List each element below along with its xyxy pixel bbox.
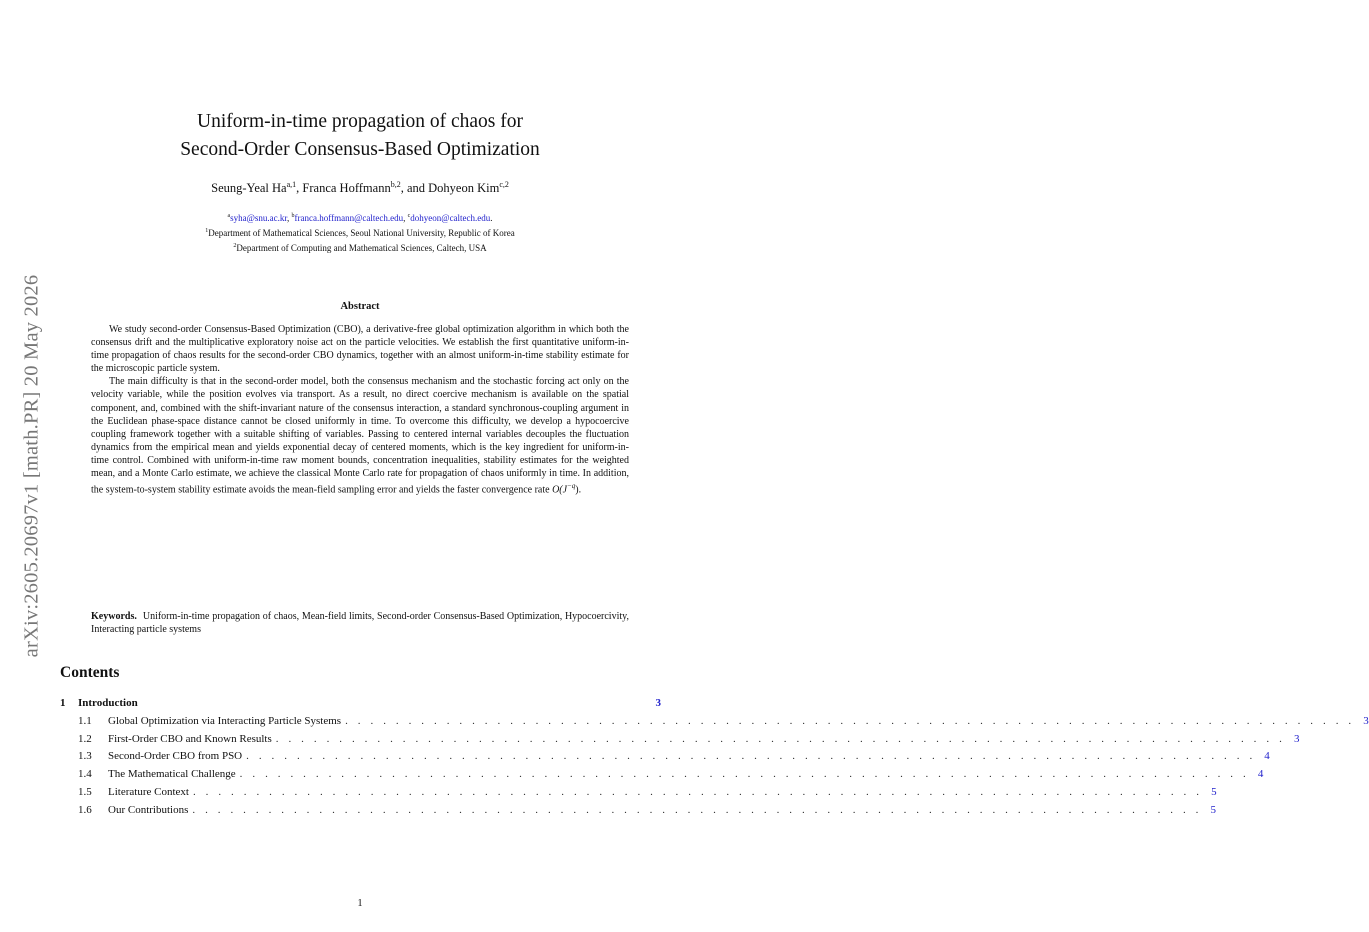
author-separator: , — [296, 181, 303, 196]
abstract-body — [91, 323, 629, 497]
rate-close: ). — [575, 484, 582, 496]
toc-label[interactable]: Introduction — [78, 697, 138, 709]
affiliation-2 — [0, 240, 720, 255]
affiliation-marker: 2 — [233, 243, 237, 249]
toc-number: 1.3 — [78, 750, 92, 763]
toc-leader-dots: . . . . . . . . . . . . . . . . . . . . . . . . . . . . . . . . . . . . . . . . . . . . . . . . . . . . . . . . . . . . . . . . . . . . . . . . . . . . . . . . — [345, 714, 1355, 727]
author-marker: c,2 — [499, 180, 509, 189]
abstract-paragraph-2-text: The main difficulty is that in the second-order model, both the consensus mechanism and the stochastic forcing act only on the velocity variable, while the position evolves via transport. As a result, no direct coercive mechanism is available on the spatial component, and, combined with the shift-invariant nature of the consensus interaction, a standard synchronous-coupling argument in the Euclidean phase-space distance cannot be closed uniformly in time. To overcome this difficulty, we develop a hypocoercive coupling framework together with a suitable shifting of variables. Passing to centered internal variables decouples the fluctuation dynamics from the empirical mean and yields exponential decay of centered moments, which is the key ingredient for uniform-in-time control. Combined with uniform-in-time raw moment bounds, concentration inequalities, stability estimates for the weighted mean, and a Monte Carlo estimate, we achieve the classical Monte Carlo rate for propagation of chaos uniformly in time. In addition, the system-to-system stability estimate avoids the mean-field sampling error and yields the faster convergence rate — [91, 376, 629, 496]
arxiv-sidebar — [18, 246, 46, 686]
abstract-heading: Abstract — [340, 301, 380, 312]
toc-page-link[interactable]: 3 — [1293, 732, 1300, 745]
email-link-kim[interactable]: dohyeon@caltech.edu — [410, 213, 491, 223]
toc-page-link[interactable]: 3 — [1363, 714, 1369, 727]
toc-number: 1 — [60, 697, 66, 709]
keywords-text: Uniform-in-time propagation of chaos, Mean-field limits, Second-order Consensus-Based Optimization, Hypocoercivity, Interacting particle systems — [91, 611, 629, 636]
toc-label[interactable]: The Mathematical Challenge — [108, 768, 236, 781]
toc-page-link[interactable]: 5 — [1211, 785, 1217, 798]
toc-subsection-row[interactable] — [60, 732, 1300, 751]
toc-subsection-row[interactable] — [60, 768, 1264, 786]
toc-subsection-row[interactable] — [60, 714, 1369, 733]
toc-leader-dots: . . . . . . . . . . . . . . . . . . . . . . . . . . . . . . . . . . . . . . . . . . . . . . . . . . . . . . . . . . . . . . . . . . . . . . . . . . . . . . . . — [239, 768, 1250, 781]
toc-subsection-row[interactable] — [60, 803, 1217, 822]
abstract-paragraph-2 — [91, 375, 629, 496]
toc-page-link[interactable]: 4 — [1257, 768, 1264, 781]
affiliation-text: Department of Mathematical Sciences, Seoul National University, Republic of Korea — [208, 228, 515, 238]
toc-label[interactable]: First-Order CBO and Known Results — [108, 732, 272, 745]
arxiv-identifier[interactable]: arXiv:2605.20697v1 [math.PR] 20 May 2026 — [20, 274, 43, 658]
contents-heading: Contents — [60, 664, 120, 681]
toc-label[interactable]: Global Optimization via Interacting Particle Systems — [108, 714, 342, 727]
toc-leader-dots: . . . . . . . . . . . . . . . . . . . . . . . . . . . . . . . . . . . . . . . . . . . . . . . . . . . . . . . . . . . . . . . . . . . . . . . . . . . . . . . . — [192, 803, 1203, 816]
toc-section-row[interactable] — [60, 697, 661, 715]
abstract-paragraph-1: We study second-order Consensus-Based Optimization (CBO), a derivative-free global optimization algorithm in which both the consensus drift and the multiplicative exploratory noise act on the particle velocities. We establish the first quantitative uniform-in-time propagation of chaos results for the second-order CBO dynamics, together with an almost uniform-in-time stability estimate for the microscopic particle system. — [91, 324, 629, 375]
email-link-ha[interactable]: syha@snu.ac.kr — [230, 213, 288, 223]
author-marker: b,2 — [390, 180, 401, 189]
rate-expression: O(J — [552, 484, 568, 496]
author-separator: , and — [400, 181, 429, 196]
toc-label[interactable]: Our Contributions — [108, 803, 189, 816]
author-list — [0, 180, 720, 196]
toc-subsection-row[interactable] — [60, 750, 1270, 768]
affiliation-1 — [0, 225, 720, 240]
toc-page-link[interactable]: 5 — [1210, 803, 1217, 816]
keywords-label: Keywords. — [91, 611, 137, 622]
email-marker: c — [407, 213, 411, 219]
toc-number: 1.4 — [78, 768, 92, 781]
toc-number: 1.6 — [78, 803, 92, 816]
table-of-contents — [60, 697, 1369, 822]
toc-leader-dots: . . . . . . . . . . . . . . . . . . . . . . . . . . . . . . . . . . . . . . . . . . . . . . . . . . . . . . . . . . . . . . . . . . . . . . . . . . . . . . . . — [275, 732, 1286, 745]
affiliation-marker: 1 — [205, 228, 209, 234]
toc-leader-dots: . . . . . . . . . . . . . . . . . . . . . . . . . . . . . . . . . . . . . . . . . . . . . . . . . . . . . . . . . . . . . . . . . . . . . . . . . . . . . . . . — [192, 785, 1203, 798]
title-line-2: Second-Order Consensus-Based Optimization — [180, 139, 540, 160]
affiliations — [0, 210, 720, 255]
author-name: Franca Hoffmann — [302, 181, 391, 196]
author-name: Seung-Yeal Ha — [211, 181, 287, 196]
title-line-1: Uniform-in-time propagation of chaos for — [197, 111, 523, 132]
toc-leader-dots: . . . . . . . . . . . . . . . . . . . . . . . . . . . . . . . . . . . . . . . . . . . . . . . . . . . . . . . . . . . . . . . . . . . . . . . . . . . . . . . . — [246, 750, 1256, 763]
page-number: 1 — [357, 898, 363, 909]
toc-page-link[interactable]: 4 — [1264, 750, 1270, 763]
keywords — [91, 610, 629, 637]
author-marker: a,1 — [286, 180, 297, 189]
toc-page-link[interactable]: 3 — [655, 697, 661, 709]
email-marker: a — [227, 213, 231, 219]
paper-title — [0, 108, 720, 164]
email-marker: b — [291, 213, 295, 219]
toc-label[interactable]: Second-Order CBO from PSO — [108, 750, 243, 763]
affiliation-text: Department of Computing and Mathematical Sciences, Caltech, USA — [236, 243, 487, 253]
toc-number: 1.5 — [78, 785, 92, 798]
email-link-hoffmann[interactable]: franca.hoffmann@caltech.edu — [294, 213, 404, 223]
email-line: $^a$syha@snu.ac.kr, $^b$franca.hoffmann@caltech.edu, $^c$dohyeon@caltech.edu. — [227, 213, 493, 223]
toc-number: 1.1 — [78, 714, 92, 727]
rate-exponent: −q — [567, 482, 576, 491]
author-name: Dohyeon Kim — [428, 181, 500, 196]
toc-number: 1.2 — [78, 732, 92, 745]
toc-label[interactable]: Literature Context — [108, 785, 189, 798]
toc-subsection-row[interactable] — [60, 785, 1217, 804]
